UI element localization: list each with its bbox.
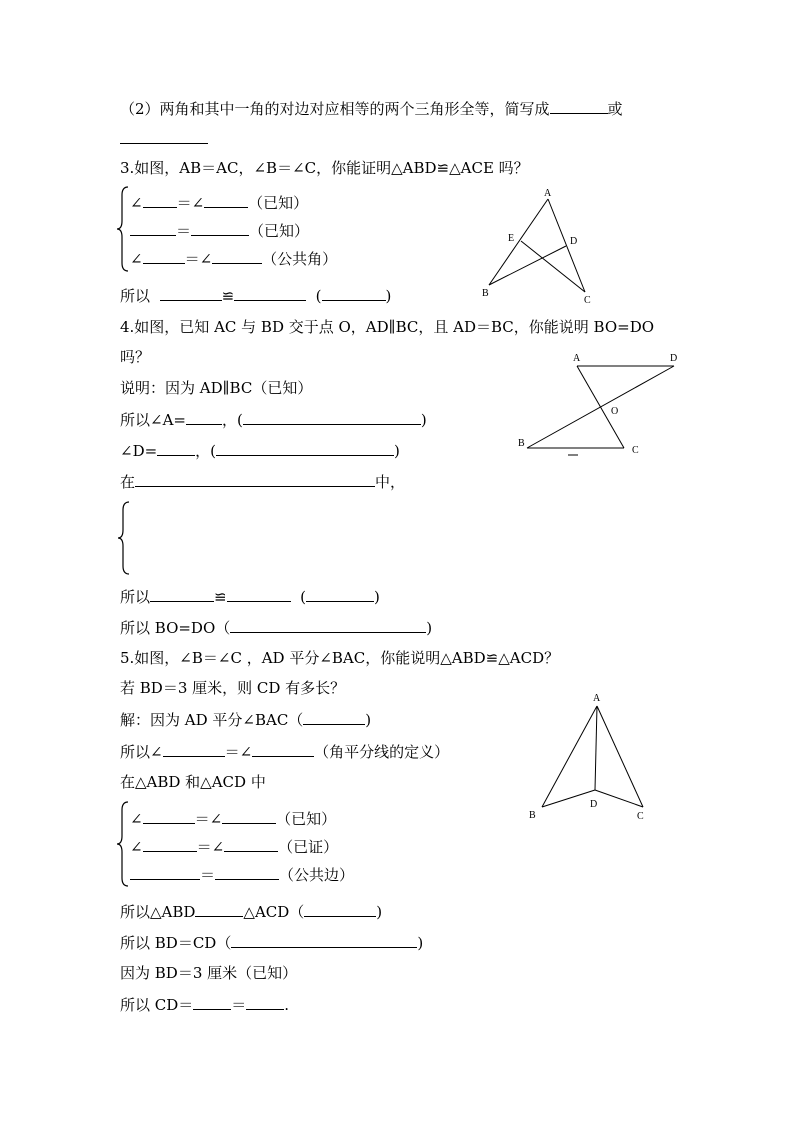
blank[interactable] xyxy=(186,409,222,425)
label: 所以∠ xyxy=(120,743,163,761)
so-label: 所以 xyxy=(120,287,151,305)
q4-line-2 xyxy=(120,440,400,461)
label: 中， xyxy=(375,473,406,491)
angle-symbol: ∠ xyxy=(130,250,143,268)
q5-c4: 所以 CD＝ ＝ . xyxy=(120,996,290,1014)
q5-c2: 所以 BD＝CD（ ) xyxy=(120,934,424,952)
blank[interactable] xyxy=(157,440,195,456)
so-label: 所以 xyxy=(120,588,151,606)
eq-angle: ＝∠ xyxy=(176,194,205,212)
q3-conclusion: 所以 ≌ ( ) xyxy=(120,287,392,305)
intro-line xyxy=(120,98,623,119)
blank[interactable] xyxy=(160,285,222,301)
q5-in: 在△ABD 和△ACD 中 xyxy=(120,773,266,791)
point-label: C xyxy=(637,811,644,822)
label: 解：因为 AD 平分∠BAC（ xyxy=(120,711,304,729)
intro-text: （2）两角和其中一角的对边对应相等的两个三角形全等，简写成 xyxy=(120,100,550,118)
cong-symbol: ≌ xyxy=(221,287,235,305)
angle-symbol: ∠ xyxy=(130,838,143,856)
label: 在 xyxy=(120,473,136,491)
angle-symbol: ∠ xyxy=(130,194,143,212)
q5-line-3 xyxy=(130,864,354,885)
q5-so1 xyxy=(120,741,449,762)
blank[interactable] xyxy=(252,741,314,757)
blank[interactable] xyxy=(550,98,608,114)
reason: （已知） xyxy=(276,810,337,828)
label: ∠D= xyxy=(120,442,158,460)
eq: ＝ xyxy=(200,866,216,884)
q4-line-1 xyxy=(120,409,427,430)
q5-line-1 xyxy=(130,808,336,829)
point-label: C xyxy=(632,445,639,456)
point-label: D xyxy=(590,799,598,810)
point-label: B xyxy=(529,810,536,821)
blank[interactable] xyxy=(304,901,376,917)
label: ) xyxy=(394,442,400,460)
label: 所以△ABD xyxy=(120,903,196,921)
blank[interactable] xyxy=(215,864,279,880)
q5-c1: 所以△ABD △ACD（ ) xyxy=(120,903,383,921)
blank[interactable] xyxy=(130,864,200,880)
q3-figure xyxy=(478,186,598,306)
blank[interactable] xyxy=(230,617,426,633)
q3-line-3 xyxy=(130,248,337,269)
point-label: E xyxy=(508,233,515,244)
blank[interactable] xyxy=(163,741,225,757)
brace-icon xyxy=(116,185,130,273)
blank[interactable] xyxy=(303,709,365,725)
q5-line-2 xyxy=(130,836,338,857)
point-label: A xyxy=(544,188,552,199)
point-label: D xyxy=(570,236,578,247)
label: 所以 BD＝CD（ xyxy=(120,934,232,952)
blank[interactable] xyxy=(143,808,195,824)
label: ，( xyxy=(221,411,243,429)
q5-sol: 解：因为 AD 平分∠BAC（ ) xyxy=(120,711,372,729)
eq-angle: ＝∠ xyxy=(184,250,213,268)
brace-icon xyxy=(117,500,131,576)
q4-conclusion-2: 所以 BO=DO（ ) xyxy=(120,619,433,637)
q4-explain: 说明：因为 AD∥BC（已知） xyxy=(120,379,313,397)
q5-figure xyxy=(525,690,655,825)
blank[interactable] xyxy=(224,836,278,852)
label: ) xyxy=(420,411,427,429)
label: ＝ xyxy=(231,996,247,1014)
blank[interactable] xyxy=(193,994,231,1010)
label: 所以 BO=DO（ xyxy=(120,619,231,637)
blank[interactable] xyxy=(143,248,185,264)
label: ＝∠ xyxy=(224,743,253,761)
reason: （公共角） xyxy=(262,250,338,268)
intro-line-2 xyxy=(120,128,208,149)
point-label: B xyxy=(482,288,489,299)
blank[interactable] xyxy=(227,586,291,602)
blank[interactable] xyxy=(231,932,417,948)
reason: （已知） xyxy=(249,222,310,240)
label: 所以∠A= xyxy=(120,411,186,429)
reason: （已证） xyxy=(278,838,339,856)
label: △ACD（ xyxy=(243,903,305,921)
brace-icon xyxy=(116,800,130,888)
label: ，( xyxy=(195,442,217,460)
blank[interactable] xyxy=(306,586,374,602)
q3-line-2 xyxy=(130,220,309,241)
reason: （公共边） xyxy=(279,866,355,884)
reason: （已知） xyxy=(248,194,309,212)
point-label: O xyxy=(611,406,619,417)
blank[interactable] xyxy=(135,471,375,487)
blank[interactable] xyxy=(322,285,386,301)
blank[interactable] xyxy=(212,248,262,264)
point-label: B xyxy=(518,438,525,449)
point-label: D xyxy=(670,353,678,364)
q5-title: 5.如图，∠B＝∠C ，AD 平分∠BAC，你能说明△ABD≌△ACD？ xyxy=(120,649,560,667)
point-label: A xyxy=(593,693,601,704)
q3-line-1 xyxy=(130,192,308,213)
blank[interactable] xyxy=(204,192,248,208)
label: （角平分线的定义） xyxy=(314,743,450,761)
intro-or: 或 xyxy=(607,100,623,118)
q5-title-2: 若 BD＝3 厘米，则 CD 有多长？ xyxy=(120,679,346,697)
blank[interactable] xyxy=(234,285,306,301)
q4-title: 4.如图，已知 AC 与 BD 交于点 O，AD∥BC，且 AD＝BC，你能说明 BO=DO xyxy=(120,318,655,336)
blank[interactable] xyxy=(130,220,176,236)
blank[interactable] xyxy=(216,440,394,456)
q3-title: 3.如图，AB＝AC，∠B＝∠C，你能证明△ABD≌△ACE 吗？ xyxy=(120,159,529,177)
blank[interactable] xyxy=(195,901,243,917)
blank[interactable] xyxy=(143,192,177,208)
q5-c3: 因为 BD＝3 厘米（已知） xyxy=(120,964,298,982)
blank[interactable] xyxy=(120,128,208,144)
q4-figure xyxy=(510,348,690,460)
point-label: A xyxy=(573,353,581,364)
q4-in-line xyxy=(120,471,405,492)
blank[interactable] xyxy=(243,409,421,425)
point-label: C xyxy=(584,295,591,306)
blank[interactable] xyxy=(143,836,197,852)
eq-angle: ＝∠ xyxy=(196,838,225,856)
q4-title-2: 吗？ xyxy=(120,348,151,366)
q4-conclusion: 所以 ≌ ( ) xyxy=(120,588,380,606)
eq: ＝ xyxy=(176,222,192,240)
cong-symbol: ≌ xyxy=(214,588,227,606)
label: 所以 CD＝ xyxy=(120,996,194,1014)
blank[interactable] xyxy=(191,220,249,236)
angle-symbol: ∠ xyxy=(130,810,143,828)
blank[interactable] xyxy=(246,994,284,1010)
blank[interactable] xyxy=(222,808,276,824)
blank[interactable] xyxy=(150,586,214,602)
eq-angle: ＝∠ xyxy=(194,810,223,828)
